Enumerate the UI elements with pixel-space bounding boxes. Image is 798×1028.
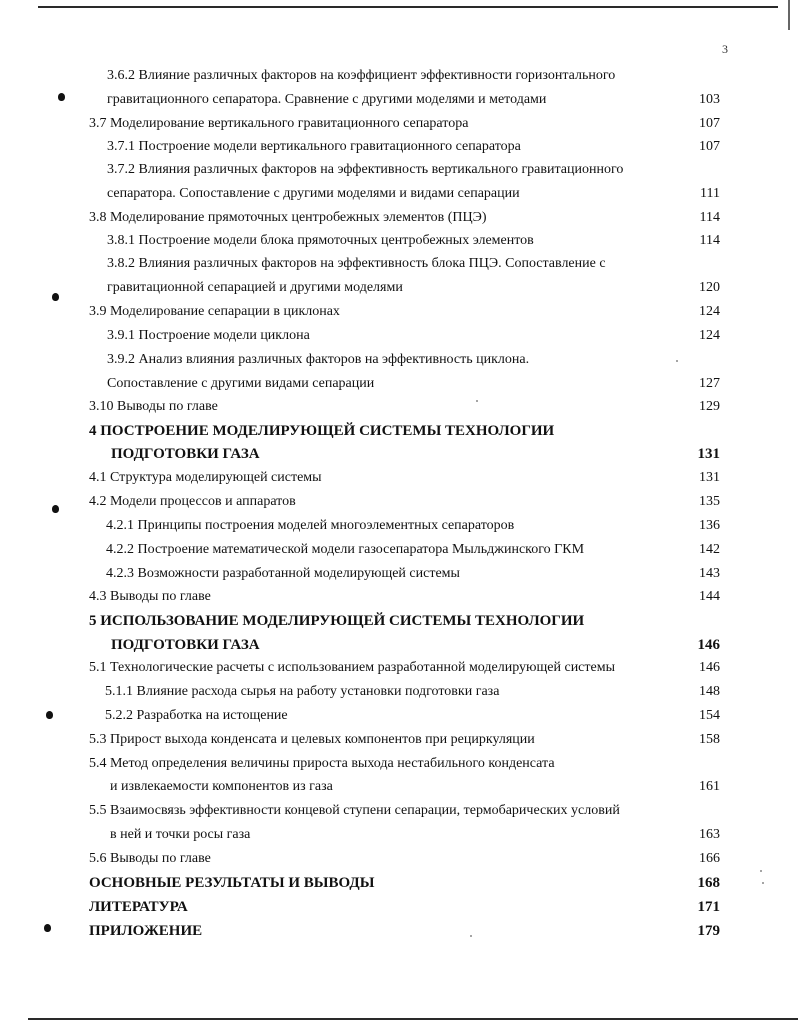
toc-line: 3.8.1 Построение модели блока прямоточных центробежных элементов — [107, 233, 534, 248]
toc-page: 144 — [699, 589, 720, 604]
scan-speck — [762, 882, 764, 884]
toc-page: 158 — [699, 732, 720, 747]
binding-hole-mark — [52, 293, 59, 301]
toc-section-heading: ПРИЛОЖЕНИЕ — [89, 923, 203, 939]
scan-speck — [476, 400, 478, 402]
toc-page: 131 — [699, 470, 720, 485]
toc-page: 146 — [699, 660, 720, 675]
toc-page: 163 — [699, 827, 720, 842]
toc-page: 168 — [697, 875, 720, 891]
scan-top-border — [38, 6, 778, 8]
toc-chapter-heading: 5 ИСПОЛЬЗОВАНИЕ МОДЕЛИРУЮЩЕЙ СИСТЕМЫ ТЕХНОЛОГИИ — [89, 613, 585, 629]
toc-page: 135 — [699, 494, 720, 509]
scan-speck — [760, 870, 762, 872]
toc-line: 5.1 Технологические расчеты с использованием разработанной моделирующей системы — [89, 660, 615, 675]
toc-line: 5.6 Выводы по главе — [89, 851, 211, 866]
toc-page: 143 — [699, 566, 720, 581]
toc-line: 3.8 Моделирование прямоточных центробежных элементов (ПЦЭ) — [89, 210, 487, 225]
page-number: 3 — [722, 42, 728, 56]
toc-page: 107 — [699, 116, 720, 131]
scan-speck — [676, 360, 678, 362]
toc-page: 136 — [699, 518, 720, 533]
toc-section-heading: ЛИТЕРАТУРА — [89, 899, 188, 915]
toc-chapter-heading: ПОДГОТОВКИ ГАЗА — [111, 446, 260, 462]
toc-line: Сопоставление с другими видами сепарации — [107, 376, 375, 391]
toc-line: и извлекаемости компонентов из газа — [110, 779, 333, 794]
toc-line: в ней и точки росы газа — [110, 827, 251, 842]
toc-line: 5.4 Метод определения величины прироста выхода нестабильного конденсата — [89, 756, 555, 771]
binding-hole-mark — [44, 924, 51, 932]
toc-line: 4.2 Модели процессов и аппаратов — [89, 494, 296, 509]
toc-page: 142 — [699, 542, 720, 557]
toc-page: 103 — [699, 92, 720, 107]
toc-page: 171 — [697, 899, 720, 915]
toc-line: 3.7.2 Влияния различных факторов на эффективность вертикального гравитационного — [107, 162, 624, 177]
toc-page: 146 — [697, 637, 720, 653]
toc-line: 4.2.2 Построение математической модели газосепаратора Мыльджинского ГКМ — [106, 542, 585, 557]
toc-line: 3.9.2 Анализ влияния различных факторов на эффективность циклона. — [107, 352, 530, 367]
scan-edge-mark — [788, 0, 790, 30]
toc-page: 127 — [699, 376, 720, 391]
toc-line: 3.9.1 Построение модели циклона — [107, 328, 310, 343]
toc-page: 114 — [699, 233, 720, 248]
toc-line: 5.5 Взаимосвязь эффективности концевой ступени сепарации, термобарических условий — [89, 803, 620, 818]
toc-page: 107 — [699, 139, 720, 154]
toc-line: 3.7.1 Построение модели вертикального гравитационного сепаратора — [107, 139, 521, 154]
binding-hole-mark — [58, 93, 65, 101]
toc-chapter-heading: ПОДГОТОВКИ ГАЗА — [111, 637, 260, 653]
toc-line: 3.6.2 Влияние различных факторов на коэффициент эффективности горизонтального — [107, 68, 616, 83]
toc-chapter-heading: 4 ПОСТРОЕНИЕ МОДЕЛИРУЮЩЕЙ СИСТЕМЫ ТЕХНОЛОГИИ — [89, 423, 555, 439]
toc-line: 4.2.1 Принципы построения моделей многоэлементных сепараторов — [106, 518, 515, 533]
toc-line: сепаратора. Сопоставление с другими моделями и видами сепарации — [107, 186, 520, 201]
toc-line: 4.1 Структура моделирующей системы — [89, 470, 322, 485]
toc-page: 129 — [699, 399, 720, 414]
binding-hole-mark — [46, 711, 53, 719]
toc-line: 4.3 Выводы по главе — [89, 589, 211, 604]
toc-line: 5.1.1 Влияние расхода сырья на работу установки подготовки газа — [105, 684, 500, 699]
toc-section-heading: ОСНОВНЫЕ РЕЗУЛЬТАТЫ И ВЫВОДЫ — [89, 875, 375, 891]
toc-line: гравитационного сепаратора. Сравнение с другими моделями и методами — [107, 92, 547, 107]
scan-bottom-border — [28, 1018, 798, 1020]
scan-speck — [470, 935, 472, 937]
toc-line: 3.8.2 Влияния различных факторов на эффективность блока ПЦЭ. Сопоставление с — [107, 256, 606, 271]
toc-page: 179 — [697, 923, 720, 939]
toc-page: 154 — [699, 708, 720, 723]
toc-page: 131 — [697, 446, 720, 462]
toc-line: 5.2.2 Разработка на истощение — [105, 708, 288, 723]
toc-page: 148 — [699, 684, 720, 699]
toc-line: 4.2.3 Возможности разработанной моделирующей системы — [106, 566, 460, 581]
toc-line: 3.10 Выводы по главе — [89, 399, 218, 414]
toc-page: 111 — [700, 186, 720, 201]
toc-line: 5.3 Прирост выхода конденсата и целевых компонентов при рециркуляции — [89, 732, 535, 747]
toc-page: 114 — [699, 210, 720, 225]
toc-page: 124 — [699, 304, 720, 319]
binding-hole-mark — [52, 505, 59, 513]
toc-page: 124 — [699, 328, 720, 343]
toc-page: 166 — [699, 851, 720, 866]
toc-line: 3.9 Моделирование сепарации в циклонах — [89, 304, 340, 319]
toc-line: гравитационной сепарацией и другими моделями — [107, 280, 403, 295]
toc-line: 3.7 Моделирование вертикального гравитационного сепаратора — [89, 116, 469, 131]
toc-page: 161 — [699, 779, 720, 794]
toc-page: 120 — [699, 280, 720, 295]
